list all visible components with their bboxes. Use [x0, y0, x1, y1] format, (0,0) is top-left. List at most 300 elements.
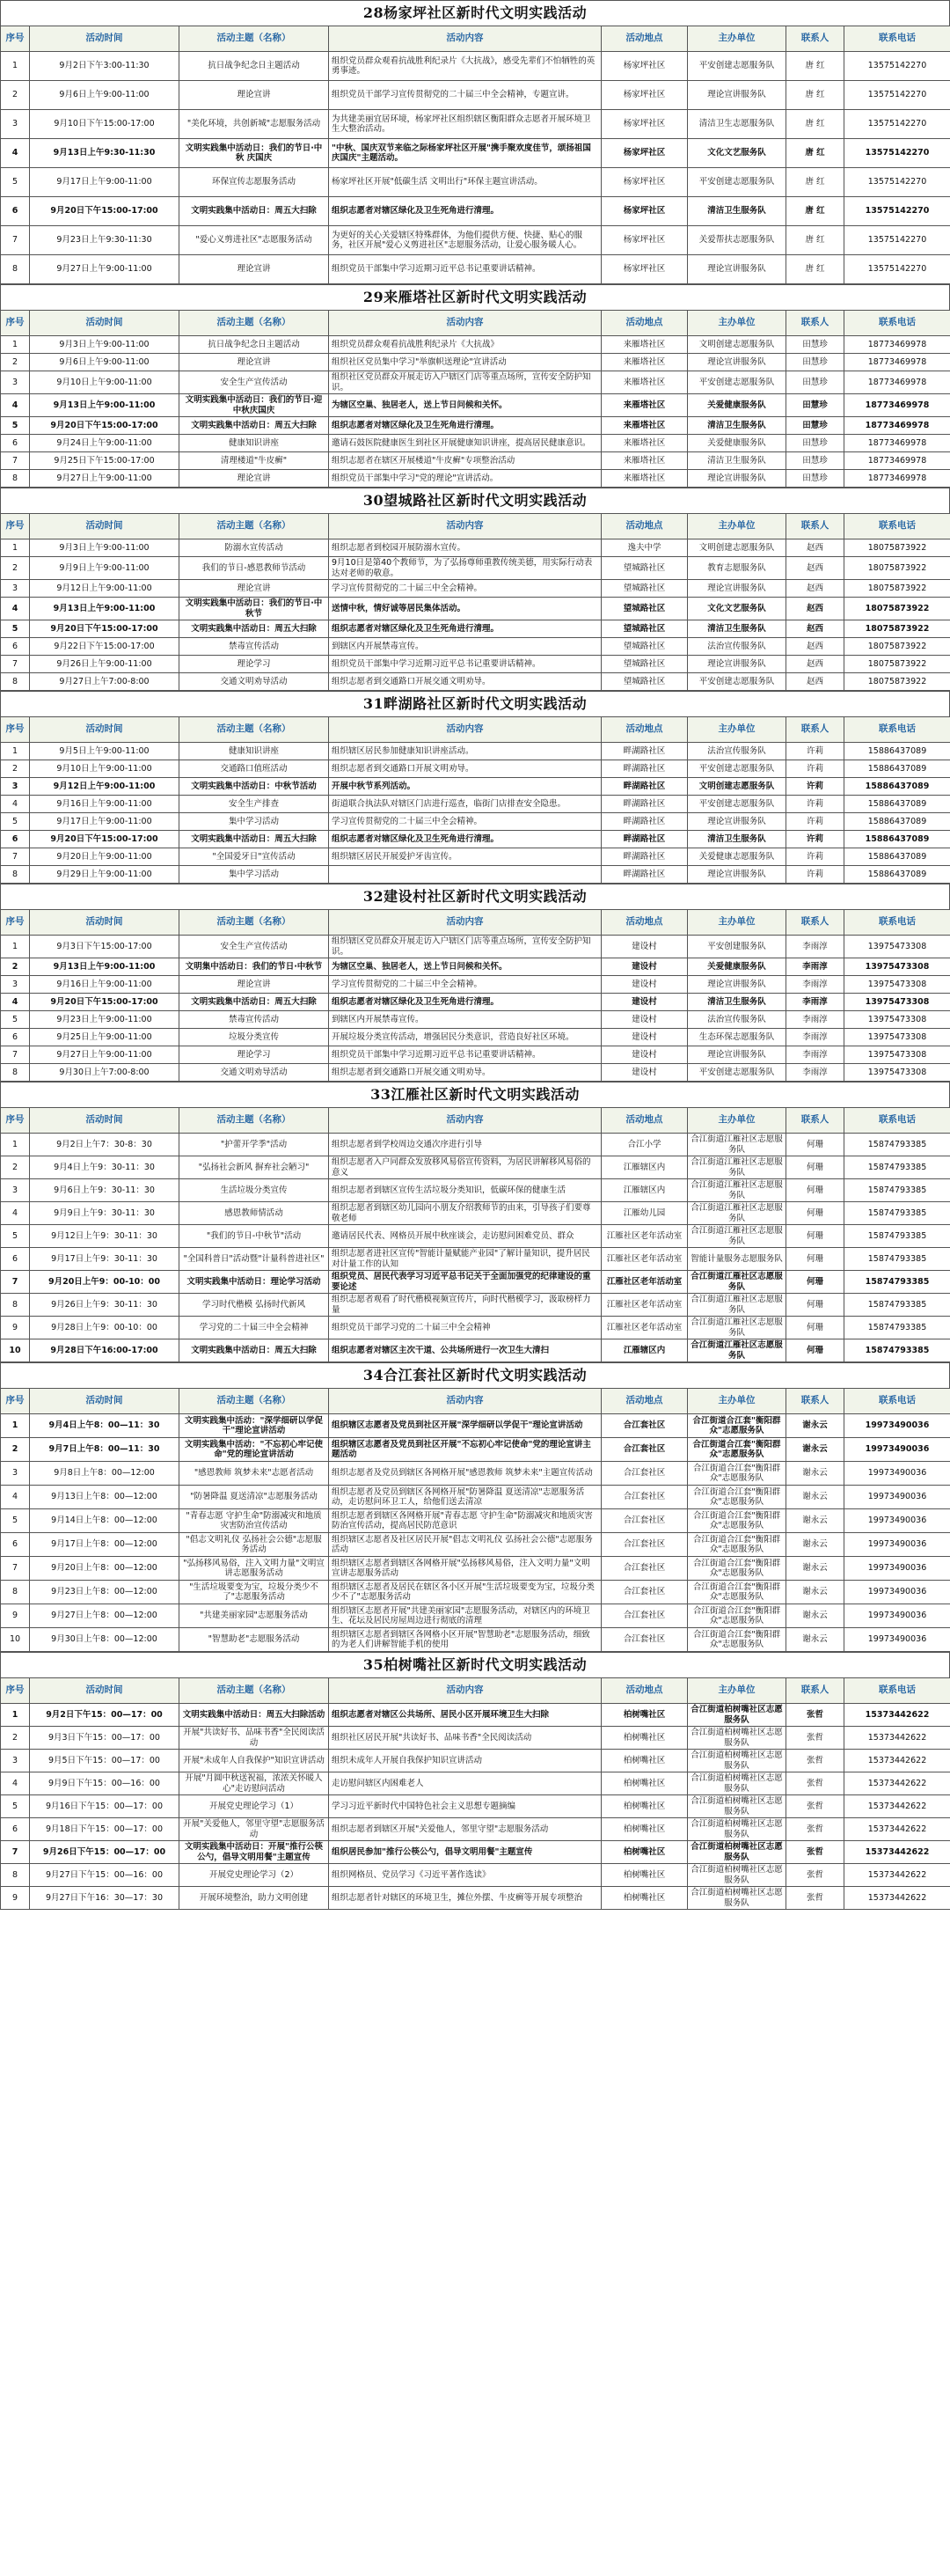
cell-place: 建设村 [602, 976, 688, 994]
table-row [1, 1339, 950, 1362]
cell-phone: 15886437089 [844, 866, 950, 884]
cell-content: 组织辖区居民参加健康知识讲座活动。 [329, 743, 602, 760]
cell-contact: 张哲 [786, 1704, 844, 1727]
cell-org: 清洁卫生服务队 [688, 452, 786, 470]
cell-org: 文明创建志愿服务队 [688, 539, 786, 557]
cell-place: 畔湖路社区 [602, 848, 688, 866]
header-row [1, 717, 950, 743]
header-content: 活动内容 [329, 311, 602, 336]
table-row [1, 1818, 950, 1841]
cell-no: 1 [1, 1704, 30, 1727]
cell-org: 清洁卫生服务队 [688, 831, 786, 848]
cell-place: 合江套社区 [602, 1628, 688, 1652]
cell-phone: 15373442622 [844, 1841, 950, 1864]
cell-theme: 文明实践集中活动日：周五大扫除 [179, 620, 329, 638]
cell-phone: 13575142270 [844, 168, 950, 197]
cell-no: 6 [1, 435, 30, 452]
cell-place: 合江套社区 [602, 1438, 688, 1462]
cell-no: 3 [1, 1179, 30, 1202]
table-row [1, 417, 950, 435]
cell-time: 9月25日下午15:00-17:00 [30, 452, 179, 470]
cell-content: 组织志愿者在辖区开展楼道"牛皮癣"专项整治活动 [329, 452, 602, 470]
cell-place: 建设村 [602, 1011, 688, 1029]
cell-content: 组织志愿者到辖区宣传生活垃圾分类知识，低碳环保的健康生活 [329, 1179, 602, 1202]
cell-time: 9月20日下午15:00-17:00 [30, 417, 179, 435]
cell-place: 杨家坪社区 [602, 226, 688, 255]
cell-place: 望城路社区 [602, 673, 688, 691]
header-content: 活动内容 [329, 910, 602, 936]
cell-no: 5 [1, 417, 30, 435]
cell-theme: "全国科普日"活动暨"计量科普进社区" [179, 1248, 329, 1271]
cell-time: 9月20日下午15:00-17:00 [30, 197, 179, 226]
table-row [1, 52, 950, 81]
cell-time: 9月23日上午8：00—12:00 [30, 1581, 179, 1604]
cell-theme: 开展"未成年人自我保护"知识宣讲活动 [179, 1750, 329, 1772]
cell-org: 法治宣传服务队 [688, 743, 786, 760]
cell-content: 组织党员干部集中学习近期习近平总书记重要讲话精神。 [329, 1046, 602, 1064]
cell-time: 9月8日上午8：00—12:00 [30, 1462, 179, 1486]
cell-no: 5 [1, 1011, 30, 1029]
cell-theme: 垃圾分类宣传 [179, 1029, 329, 1046]
cell-phone: 13975473308 [844, 1064, 950, 1082]
cell-content: 走访慰问辖区内困难老人 [329, 1772, 602, 1795]
cell-contact: 谢永云 [786, 1486, 844, 1509]
table-row [1, 638, 950, 656]
section-title: 32建设村社区新时代文明实践活动 [0, 884, 950, 909]
cell-phone: 13575142270 [844, 52, 950, 81]
cell-theme: "爱心义剪进社区"志愿服务活动 [179, 226, 329, 255]
cell-content: 学习宣传贯彻党的二十届三中全会精神。 [329, 813, 602, 831]
table-row [1, 1704, 950, 1727]
cell-place: 合江套社区 [602, 1414, 688, 1438]
cell-phone: 18075873922 [844, 673, 950, 691]
cell-contact: 唐 红 [786, 81, 844, 110]
cell-org: 合江街道江雁社区志愿服务队 [688, 1271, 786, 1294]
cell-org: 合江街道合江套"衡阳群众"志愿服务队 [688, 1604, 786, 1628]
cell-no: 4 [1, 1202, 30, 1225]
header-phone: 联系电话 [844, 1389, 950, 1414]
cell-contact: 唐 红 [786, 226, 844, 255]
cell-org: 合江街道合江套"衡阳群众"志愿服务队 [688, 1486, 786, 1509]
cell-place: 杨家坪社区 [602, 168, 688, 197]
cell-phone: 15373442622 [844, 1795, 950, 1818]
activity-table [0, 909, 950, 1082]
cell-time: 9月9日下午15：00—16：00 [30, 1772, 179, 1795]
cell-theme: 交通文明劝导活动 [179, 673, 329, 691]
cell-theme: 我们的节日-感恩教师节活动 [179, 557, 329, 580]
header-row [1, 1108, 950, 1134]
cell-no: 1 [1, 336, 30, 354]
cell-theme: 文明实践集中活动日：开展"推行公筷公勺，倡导文明用餐"主题宣传 [179, 1841, 329, 1864]
table-row [1, 1317, 950, 1339]
cell-phone: 18075873922 [844, 620, 950, 638]
header-time: 活动时间 [30, 514, 179, 539]
cell-contact: 张哲 [786, 1887, 844, 1910]
header-place: 活动地点 [602, 514, 688, 539]
cell-org: 平安创建服务队 [688, 936, 786, 958]
cell-content: 组织志愿者及党员到辖区各网格开展"防暑降温 夏送清凉"志愿服务活动，走访慰问环卫工人，给他们送去清凉 [329, 1486, 602, 1509]
cell-org: 合江街道柏树嘴社区志愿服务队 [688, 1795, 786, 1818]
cell-no: 6 [1, 1818, 30, 1841]
table-row [1, 255, 950, 284]
cell-org: 理论宣讲服务队 [688, 656, 786, 673]
cell-theme: 文明实践集中活动日：理论学习活动 [179, 1271, 329, 1294]
table-row [1, 1887, 950, 1910]
cell-contact: 张哲 [786, 1841, 844, 1864]
cell-content: 组织志愿者及党员到辖区各网格开展"感恩教师 筑梦未来"主题宣传活动 [329, 1462, 602, 1486]
cell-place: 合江套社区 [602, 1581, 688, 1604]
table-row [1, 1156, 950, 1179]
cell-org: 清洁卫生志愿服务队 [688, 110, 786, 139]
header-place: 活动地点 [602, 1108, 688, 1134]
table-row [1, 1486, 950, 1509]
cell-phone: 13575142270 [844, 139, 950, 168]
cell-time: 9月2日下午15：00—17：00 [30, 1704, 179, 1727]
cell-place: 建设村 [602, 1046, 688, 1064]
table-row [1, 371, 950, 394]
cell-theme: 理论宣讲 [179, 976, 329, 994]
table-row [1, 673, 950, 691]
cell-content: 组织党员干部学习宣传贯彻党的二十届三中全会精神，专题宣讲。 [329, 81, 602, 110]
cell-phone: 15874793385 [844, 1179, 950, 1202]
cell-content: 组织志愿者入户同群众发放移风易俗宣传资料，为居民讲解移风易俗的意义 [329, 1156, 602, 1179]
table-row [1, 743, 950, 760]
cell-no: 1 [1, 1414, 30, 1438]
cell-theme: "全国爱牙日"宣传活动 [179, 848, 329, 866]
cell-place: 望城路社区 [602, 620, 688, 638]
cell-time: 9月3日上午9:00-11:00 [30, 539, 179, 557]
header-time: 活动时间 [30, 311, 179, 336]
cell-time: 9月5日上午9:00-11:00 [30, 743, 179, 760]
cell-time: 9月24日上午9:00-11:00 [30, 435, 179, 452]
cell-contact: 田慧珍 [786, 371, 844, 394]
cell-org: 合江街道江雁社区志愿服务队 [688, 1317, 786, 1339]
cell-time: 9月2日下午3:00-11:30 [30, 52, 179, 81]
cell-place: 建设村 [602, 958, 688, 976]
cell-theme: 文明实践集中活动日：周五大扫除 [179, 994, 329, 1011]
cell-place: 柏树嘴社区 [602, 1704, 688, 1727]
cell-time: 9月30日上午8：00—12:00 [30, 1628, 179, 1652]
cell-phone: 19973490036 [844, 1462, 950, 1486]
cell-place: 来雁塔社区 [602, 470, 688, 488]
table-row [1, 168, 950, 197]
table-row [1, 813, 950, 831]
cell-contact: 何珊 [786, 1248, 844, 1271]
cell-contact: 李雨淳 [786, 994, 844, 1011]
cell-contact: 赵西 [786, 580, 844, 598]
cell-phone: 13975473308 [844, 1011, 950, 1029]
cell-phone: 15886437089 [844, 813, 950, 831]
cell-place: 望城路社区 [602, 598, 688, 620]
section-title: 29来雁塔社区新时代文明实践活动 [0, 284, 950, 310]
cell-time: 9月10日下午15:00-17:00 [30, 110, 179, 139]
header-theme: 活动主题（名称） [179, 1108, 329, 1134]
cell-contact: 唐 红 [786, 197, 844, 226]
cell-contact: 许莉 [786, 778, 844, 796]
cell-place: 畔湖路社区 [602, 813, 688, 831]
header-no: 序号 [1, 1389, 30, 1414]
cell-no: 4 [1, 139, 30, 168]
cell-place: 望城路社区 [602, 557, 688, 580]
cell-place: 杨家坪社区 [602, 255, 688, 284]
cell-org: 合江街道柏树嘴社区志愿服务队 [688, 1727, 786, 1750]
cell-content: 组织党员、居民代表学习习近平总书记关于全面加强党的纪律建设的重要论述 [329, 1271, 602, 1294]
cell-time: 9月16日上午9:00-11:00 [30, 796, 179, 813]
cell-org: 合江街道江雁社区志愿服务队 [688, 1294, 786, 1317]
table-row [1, 1202, 950, 1225]
cell-place: 合江套社区 [602, 1533, 688, 1557]
table-row [1, 1795, 950, 1818]
cell-org: 合江街道江雁社区志愿服务队 [688, 1156, 786, 1179]
cell-theme: "防暑降温 夏送清凉"志愿服务活动 [179, 1486, 329, 1509]
cell-time: 9月28日下午16:00-17:00 [30, 1339, 179, 1362]
table-row [1, 1225, 950, 1248]
cell-place: 杨家坪社区 [602, 110, 688, 139]
cell-content: 组织志愿者到交通路口开展文明劝导。 [329, 760, 602, 778]
table-row [1, 1533, 950, 1557]
cell-phone: 19973490036 [844, 1486, 950, 1509]
cell-content: 组织志愿者到交通路口开展交通文明劝导。 [329, 1064, 602, 1082]
cell-place: 来雁塔社区 [602, 452, 688, 470]
cell-contact: 李雨淳 [786, 936, 844, 958]
cell-no: 6 [1, 1248, 30, 1271]
header-content: 活动内容 [329, 1678, 602, 1704]
header-no: 序号 [1, 1108, 30, 1134]
activity-table [0, 1107, 950, 1362]
table-row [1, 656, 950, 673]
cell-no: 6 [1, 831, 30, 848]
cell-no: 8 [1, 1064, 30, 1082]
header-no: 序号 [1, 717, 30, 743]
cell-place: 合江套社区 [602, 1604, 688, 1628]
cell-phone: 13575142270 [844, 255, 950, 284]
cell-phone: 15373442622 [844, 1704, 950, 1727]
cell-phone: 18075873922 [844, 598, 950, 620]
cell-phone: 15373442622 [844, 1772, 950, 1795]
header-content: 活动内容 [329, 717, 602, 743]
cell-time: 9月16日下午15：00—17：00 [30, 1795, 179, 1818]
cell-org: 理论宣讲服务队 [688, 1046, 786, 1064]
table-row [1, 778, 950, 796]
cell-time: 9月4日上午8：00—11：30 [30, 1414, 179, 1438]
cell-org: 合江街道柏树嘴社区志愿服务队 [688, 1841, 786, 1864]
cell-content: 学习宣传贯彻党的二十届三中全会精神。 [329, 976, 602, 994]
cell-content: 组织志愿者到交通路口开展交通文明劝导。 [329, 673, 602, 691]
cell-no: 1 [1, 1134, 30, 1156]
cell-contact: 李雨淳 [786, 1064, 844, 1082]
cell-phone: 19973490036 [844, 1581, 950, 1604]
cell-place: 柏树嘴社区 [602, 1795, 688, 1818]
cell-time: 9月9日上午9：30-11：30 [30, 1202, 179, 1225]
cell-no: 7 [1, 1046, 30, 1064]
header-time: 活动时间 [30, 26, 179, 52]
cell-org: 合江街道江雁社区志愿服务队 [688, 1202, 786, 1225]
header-phone: 联系电话 [844, 910, 950, 936]
cell-content: 组织志愿者对辖区绿化及卫生死角进行清理。 [329, 994, 602, 1011]
cell-phone: 19973490036 [844, 1628, 950, 1652]
table-row [1, 1248, 950, 1271]
cell-place: 来雁塔社区 [602, 371, 688, 394]
cell-place: 杨家坪社区 [602, 139, 688, 168]
header-org: 主办单位 [688, 311, 786, 336]
cell-place: 望城路社区 [602, 638, 688, 656]
cell-place: 望城路社区 [602, 656, 688, 673]
cell-phone: 19973490036 [844, 1414, 950, 1438]
cell-time: 9月20日上午9：00-10：00 [30, 1271, 179, 1294]
cell-theme: 交通文明劝导活动 [179, 1064, 329, 1082]
cell-no: 4 [1, 394, 30, 417]
cell-content: 组织志愿者对辖区绿化及卫生死角进行清理。 [329, 417, 602, 435]
cell-time: 9月13日上午9:00-11:00 [30, 394, 179, 417]
cell-no: 8 [1, 255, 30, 284]
cell-phone: 15886437089 [844, 796, 950, 813]
cell-no: 5 [1, 168, 30, 197]
cell-place: 柏树嘴社区 [602, 1841, 688, 1864]
cell-time: 9月27日上午9:00-11:00 [30, 470, 179, 488]
cell-org: 合江街道柏树嘴社区志愿服务队 [688, 1818, 786, 1841]
header-org: 主办单位 [688, 1389, 786, 1414]
cell-theme: 理论宣讲 [179, 255, 329, 284]
cell-place: 柏树嘴社区 [602, 1887, 688, 1910]
cell-theme: "共建美丽家园"志愿服务活动 [179, 1604, 329, 1628]
cell-content: 组织志愿者到辖区开展"关爱他人，邻里守望"志愿服务活动 [329, 1818, 602, 1841]
cell-content: 组织党员干部学习党的二十届三中全会精神 [329, 1317, 602, 1339]
cell-contact: 何珊 [786, 1339, 844, 1362]
header-place: 活动地点 [602, 1389, 688, 1414]
cell-theme: 交通路口值班活动 [179, 760, 329, 778]
header-row [1, 514, 950, 539]
cell-place: 畔湖路社区 [602, 866, 688, 884]
cell-theme: 理论宣讲 [179, 470, 329, 488]
activity-section [0, 284, 950, 488]
cell-content: 组织辖区志愿者及社区居民开展"倡志文明礼仪 弘扬社会公德"志愿服务活动 [329, 1533, 602, 1557]
cell-contact: 谢永云 [786, 1414, 844, 1438]
cell-org: 合江街道合江套"衡阳群众"志愿服务队 [688, 1414, 786, 1438]
header-theme: 活动主题（名称） [179, 26, 329, 52]
table-row [1, 848, 950, 866]
cell-org: 教育志愿服务队 [688, 557, 786, 580]
table-row [1, 1271, 950, 1294]
header-contact: 联系人 [786, 717, 844, 743]
cell-theme: 感恩教师情活动 [179, 1202, 329, 1225]
cell-time: 9月6日上午9：30-11：30 [30, 1179, 179, 1202]
cell-time: 9月3日下午15:00-17:00 [30, 936, 179, 958]
cell-org: 合江街道柏树嘴社区志愿服务队 [688, 1772, 786, 1795]
cell-phone: 19973490036 [844, 1509, 950, 1533]
cell-contact: 谢永云 [786, 1509, 844, 1533]
cell-no: 1 [1, 743, 30, 760]
cell-content: 组织党员群众观看抗战胜利纪录片《大抗战》 [329, 336, 602, 354]
cell-phone: 15874793385 [844, 1317, 950, 1339]
cell-org: 平安创建志愿服务队 [688, 371, 786, 394]
table-row [1, 1438, 950, 1462]
cell-place: 畔湖路社区 [602, 743, 688, 760]
cell-org: 合江街道合江套"衡阳群众"志愿服务队 [688, 1509, 786, 1533]
cell-theme: "感恩教师 筑梦未来"志愿者活动 [179, 1462, 329, 1486]
cell-contact: 许莉 [786, 796, 844, 813]
cell-theme: 开展"关爱他人，邻里守望"志愿服务活动 [179, 1818, 329, 1841]
cell-no: 9 [1, 1887, 30, 1910]
section-title: 33江雁社区新时代文明实践活动 [0, 1082, 950, 1107]
cell-place: 合江小学 [602, 1134, 688, 1156]
table-row [1, 394, 950, 417]
cell-contact: 谢永云 [786, 1438, 844, 1462]
header-theme: 活动主题（名称） [179, 1389, 329, 1414]
table-row [1, 1011, 950, 1029]
cell-time: 9月13日上午9:00-11:00 [30, 598, 179, 620]
cell-phone: 18773469978 [844, 435, 950, 452]
cell-phone: 15874793385 [844, 1294, 950, 1317]
cell-phone: 13975473308 [844, 958, 950, 976]
cell-content: 开展中秋节系列活动。 [329, 778, 602, 796]
cell-content: 组织志愿者到辖区各网格开展"青春志愿 守护生命"防溺减灾和地质灾害防治宣传活动，提高居民防范意识 [329, 1509, 602, 1533]
cell-org: 合江街道柏树嘴社区志愿服务队 [688, 1704, 786, 1727]
cell-phone: 15373442622 [844, 1864, 950, 1887]
cell-time: 9月9日上午9:00-11:00 [30, 557, 179, 580]
cell-phone: 18075873922 [844, 580, 950, 598]
cell-theme: 开展党史理论学习（2） [179, 1864, 329, 1887]
table-row [1, 1557, 950, 1581]
cell-theme: 抗日战争纪念日主题活动 [179, 52, 329, 81]
cell-no: 4 [1, 598, 30, 620]
cell-place: 畔湖路社区 [602, 778, 688, 796]
cell-phone: 15373442622 [844, 1818, 950, 1841]
cell-contact: 唐 红 [786, 168, 844, 197]
header-phone: 联系电话 [844, 514, 950, 539]
cell-no: 4 [1, 994, 30, 1011]
cell-contact: 谢永云 [786, 1604, 844, 1628]
table-row [1, 1581, 950, 1604]
cell-contact: 何珊 [786, 1156, 844, 1179]
cell-org: 智能计量服务志愿服务队 [688, 1248, 786, 1271]
cell-time: 9月27日上午8：00—12:00 [30, 1604, 179, 1628]
cell-place: 合江套社区 [602, 1509, 688, 1533]
cell-no: 5 [1, 813, 30, 831]
cell-contact: 张哲 [786, 1772, 844, 1795]
activity-table [0, 513, 950, 691]
table-row [1, 760, 950, 778]
cell-content: 组织党员干部集中学习近期习近平总书记重要讲话精神。 [329, 656, 602, 673]
table-row [1, 866, 950, 884]
header-time: 活动时间 [30, 1678, 179, 1704]
table-row [1, 226, 950, 255]
cell-phone: 19973490036 [844, 1604, 950, 1628]
cell-theme: 禁毒宣传活动 [179, 1011, 329, 1029]
table-row [1, 958, 950, 976]
cell-time: 9月2日上午7：30-8：30 [30, 1134, 179, 1156]
table-row [1, 1864, 950, 1887]
cell-theme: 集中学习活动 [179, 866, 329, 884]
header-contact: 联系人 [786, 26, 844, 52]
cell-theme: 文明实践集中活动日：我们的节日·迎中秋庆国庆 [179, 394, 329, 417]
header-place: 活动地点 [602, 717, 688, 743]
cell-org: 清洁卫生服务队 [688, 620, 786, 638]
cell-theme: "弘扬社会新风 摒弃社会陋习" [179, 1156, 329, 1179]
cell-time: 9月27日上午7:00-8:00 [30, 673, 179, 691]
cell-contact: 张哲 [786, 1818, 844, 1841]
cell-content: 组织社区党员群众开展走访入户辖区门店等重点场所，宣传安全防护知识。 [329, 371, 602, 394]
cell-content: 组织辖区居民开展爱护牙齿宣传。 [329, 848, 602, 866]
cell-org: 理论宣讲服务队 [688, 470, 786, 488]
cell-theme: 安全生产宣传活动 [179, 936, 329, 958]
cell-place: 柏树嘴社区 [602, 1750, 688, 1772]
cell-theme: "护蕾开学季"活动 [179, 1134, 329, 1156]
cell-time: 9月23日上午9:00-11:00 [30, 1011, 179, 1029]
cell-no: 2 [1, 81, 30, 110]
cell-theme: 开展"月圆中秋送祝福，浓浓关怀暖人心"走访慰问活动 [179, 1772, 329, 1795]
cell-time: 9月12日上午9:00-11:00 [30, 778, 179, 796]
cell-contact: 唐 红 [786, 52, 844, 81]
